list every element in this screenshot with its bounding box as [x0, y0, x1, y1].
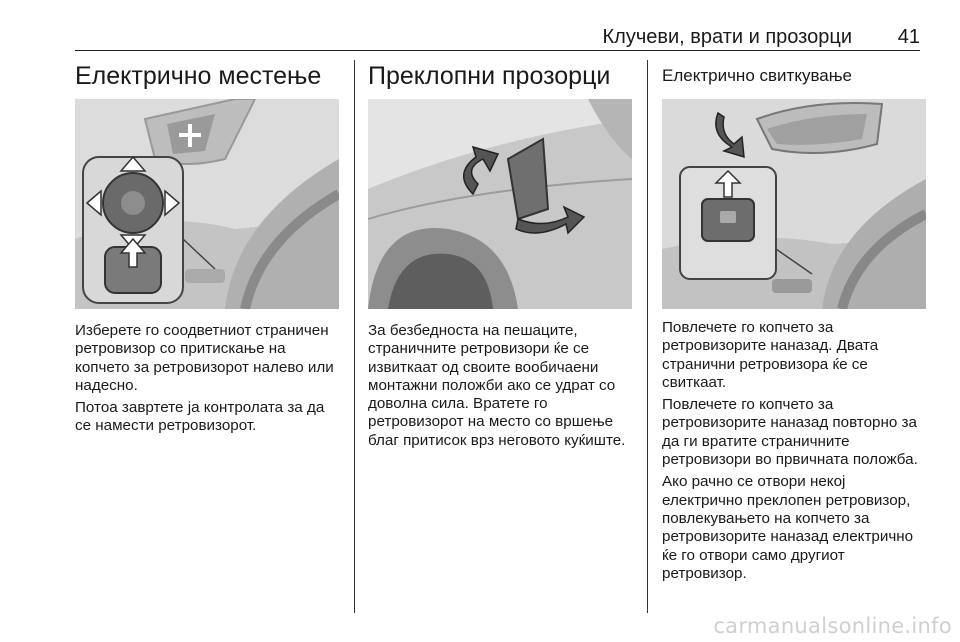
paragraph: Ако рачно се отвори некој електрично преклопен ретровизор, повлекувањето на копчето за ретровизорите наназад електрично ќе го отвори само другиот ретровизор. — [662, 473, 914, 582]
electric-fold-illustration — [662, 99, 926, 309]
section-folding-mirrors — [368, 52, 632, 612]
section-heading: Електрично свиткување — [662, 66, 853, 85]
section-electric-adjustment — [75, 52, 339, 612]
section-text — [368, 322, 636, 454]
paragraph: За безбедноста на пешаците, страничните ретровизори ќе се извиткаат од своите вообичаени монтажни положби ако се удрат со доволна сила. Вратете го ретровизорот на место со вршење благ притисок врз неговото куќиште. — [368, 322, 626, 449]
page-header — [75, 22, 920, 51]
page-number: 41 — [897, 26, 920, 48]
section-text — [662, 319, 930, 587]
column-divider — [354, 60, 355, 613]
paragraph: Повлечете го копчето за ретровизорите наназад повторно за да ги вратите страничните ретровизори во првичната положба. — [662, 396, 918, 469]
paragraph: Изберете го соодветниот страничен ретровизор со притискање на копчето за ретровизорот налево или надесно. — [75, 322, 334, 394]
watermark: carmanualsonline.info — [713, 614, 952, 638]
section-electric-folding — [662, 52, 926, 612]
column-divider — [647, 60, 648, 613]
mirror-adjust-illustration — [75, 99, 339, 309]
section-heading: Преклопни прозорци — [368, 62, 611, 90]
paragraph: Потоа завртете ја контролата за да се намести ретровизорот. — [75, 399, 325, 435]
paragraph: Повлечете го копчето за ретровизорите наназад. Двата странични ретровизора ќе се свиткаат. — [662, 319, 879, 391]
section-heading: Електрично местење — [75, 62, 322, 90]
header-title: Клучеви, врати и прозорци — [602, 26, 852, 48]
section-text — [75, 322, 343, 440]
folding-mirror-illustration — [368, 99, 632, 309]
